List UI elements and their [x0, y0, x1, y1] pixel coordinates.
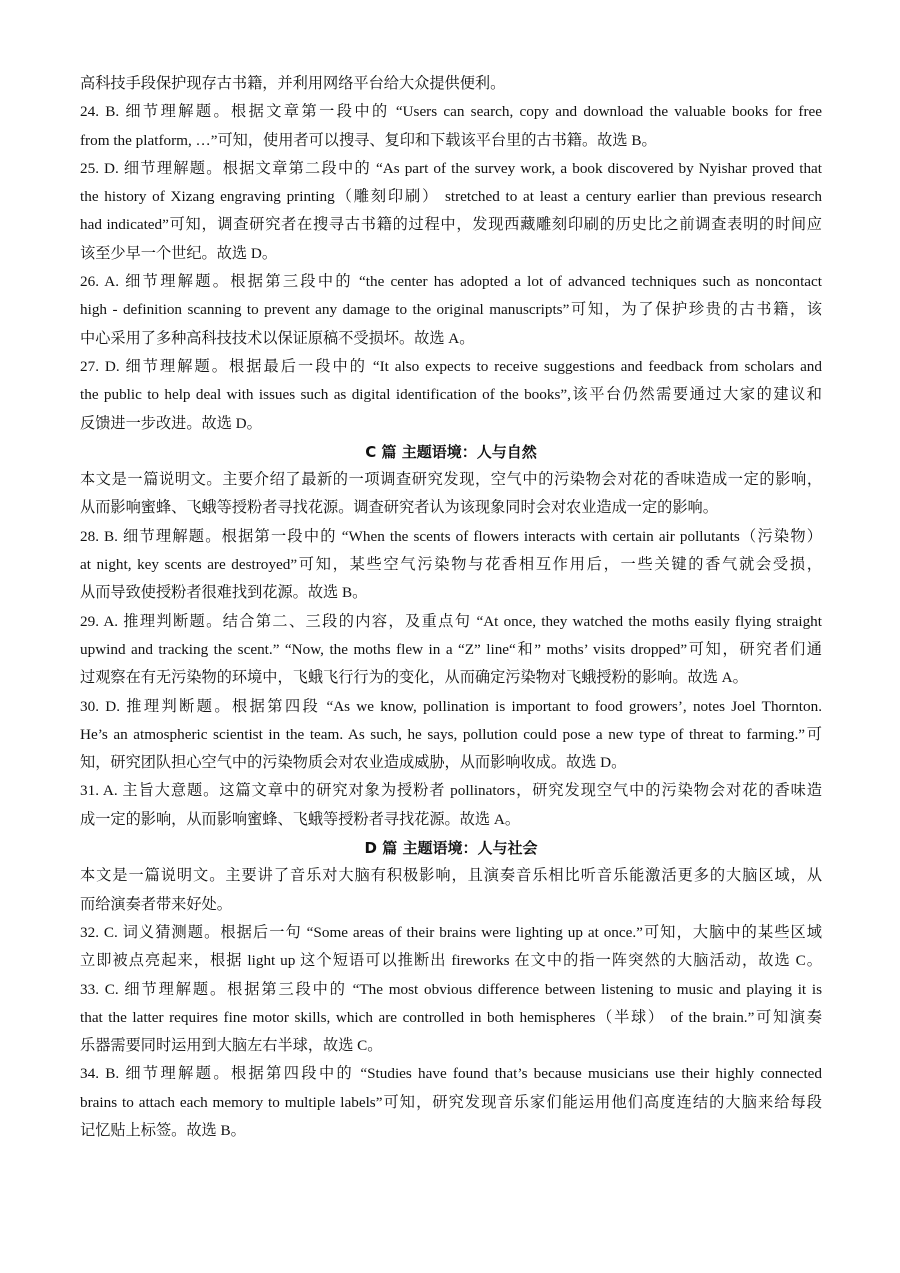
- text-line: 27. D. 细节理解题。根据最后一段中的 “It also expects to receive suggestions and feedback from scholars and: [80, 357, 822, 375]
- text-line: 28. B. 细节理解题。根据第一段中的 “When the scents of flowers interacts with certain air pollutants（污染物）: [80, 527, 822, 545]
- text-line: 乐器需要同时运用到大脑左右半球，故选 C。: [80, 1037, 383, 1055]
- text-line: that the latter requires fine motor skills, which are controlled in both hemispheres（半球） of the brain.”可知演奏: [80, 1008, 822, 1026]
- text-line: 记忆贴上标签。故选 B。: [80, 1121, 246, 1139]
- answer-explanation-page: [80, 70, 822, 1145]
- text-line: 立即被点亮起来，根据 light up 这个短语可以推断出 fireworks 在文中的指一阵突然的大脑活动，故选 C。: [80, 952, 822, 970]
- text-line: 而给演奏者带来好处。: [80, 895, 232, 913]
- text-line: 24. B. 细节理解题。根据文章第一段中的 “Users can search, copy and download the valuable books for free: [80, 103, 822, 121]
- text-line: 从而影响蜜蜂、飞蛾等授粉者寻找花源。调查研究者认为该现象同时会对农业造成一定的影响。: [80, 499, 718, 517]
- section-heading: D 篇 主题语境：人与社会: [364, 839, 538, 858]
- text-line: 从而导致使授粉者很难找到花源。故选 B。: [80, 584, 368, 602]
- text-line: high - definition scanning to prevent any damage to the original manuscripts”可知，为了保护珍贵的古书籍，该: [80, 301, 822, 319]
- text-line: the public to help deal with issues such as digital identification of the books”,该平台仍然需要通过大家的建议和: [80, 386, 822, 404]
- text-line: 高科技手段保护现存古书籍，并利用网络平台给大众提供便利。: [80, 75, 506, 92]
- text-line: 成一定的影响，从而影响蜜蜂、飞蛾等授粉者寻找花源。故选 A。: [80, 810, 521, 828]
- text-line: brains to attach each memory to multiple labels”可知，研究发现音乐家们能运用他们高度连结的大脑来给每段: [80, 1093, 822, 1111]
- text-line: 34. B. 细节理解题。根据第四段中的 “Studies have found that’s because musicians use their highly connected: [80, 1065, 822, 1083]
- text-line: from the platform, …”可知，使用者可以搜寻、复印和下载该平台里的古书籍。故选 B。: [80, 131, 657, 149]
- text-line: 知，研究团队担心空气中的污染物质会对农业造成威胁，从而影响收成。故选 D。: [80, 754, 627, 772]
- text-line: upwind and tracking the scent.” “Now, the moths flew in a “Z” line“和” moths’ visits dropped”可知，研究者们通: [80, 640, 822, 658]
- text-line: 该至少早一个世纪。故选 D。: [80, 244, 278, 262]
- text-line: had indicated”可知，调查研究者在搜寻古书籍的过程中，发现西藏雕刻印刷的历史比之前调查表明的时间应: [80, 216, 822, 234]
- text-line: 25. D. 细节理解题。根据文章第二段中的 “As part of the survey work, a book discovered by Nyishar proved that: [80, 159, 822, 177]
- text-line: 30. D. 推理判断题。根据第四段 “As we know, pollination is important to food growers’, notes Joel Thornton.: [80, 697, 822, 715]
- text-line: He’s an atmospheric scientist in the team. As such, he says, pollution could pose a new type of threat to farming.”可: [80, 725, 822, 743]
- text-line: 本文是一篇说明文。主要介绍了最新的一项调查研究发现，空气中的污染物会对花的香味造成一定的影响，: [80, 471, 822, 489]
- text-line: 过观察在有无污染物的环境中，飞蛾飞行行为的变化，从而确定污染物对飞蛾授粉的影响。故选 A。: [80, 669, 748, 687]
- text-line: 33. C. 细节理解题。根据第三段中的 “The most obvious difference between listening to music and playing it is: [80, 980, 822, 998]
- text-line: 本文是一篇说明文。主要讲了音乐对大脑有积极影响，且演奏音乐相比听音乐能激活更多的大脑区域，从: [80, 867, 822, 885]
- text-line: 29. A. 推理判断题。结合第二、三段的内容，及重点句 “At once, they watched the moths easily flying straight: [80, 612, 822, 630]
- text-line: the history of Xizang engraving printing（雕刻印刷） stretched to at least a century earlier than previous research: [80, 188, 822, 206]
- text-line: 31. A. 主旨大意题。这篇文章中的研究对象为授粉者 pollinators，研究发现空气中的污染物会对花的香味造: [80, 782, 822, 800]
- text-line: 32. C. 词义猜测题。根据后一句 “Some areas of their brains were lighting up at once.”可知，大脑中的某些区域: [80, 923, 822, 941]
- text-line: 26. A. 细节理解题。根据第三段中的 “the center has adopted a lot of advanced techniques such as noncontact: [80, 273, 822, 291]
- text-line: 中心采用了多种高科技技术以保证原稿不受损坏。故选 A。: [80, 329, 475, 347]
- text-line: at night, key scents are destroyed”可知，某些空气污染物与花香相互作用后，一些关键的香气就会受损，: [80, 556, 822, 574]
- section-heading: C 篇 主题语境：人与自然: [365, 442, 537, 461]
- text-line: 反馈进一步改进。故选 D。: [80, 414, 262, 432]
